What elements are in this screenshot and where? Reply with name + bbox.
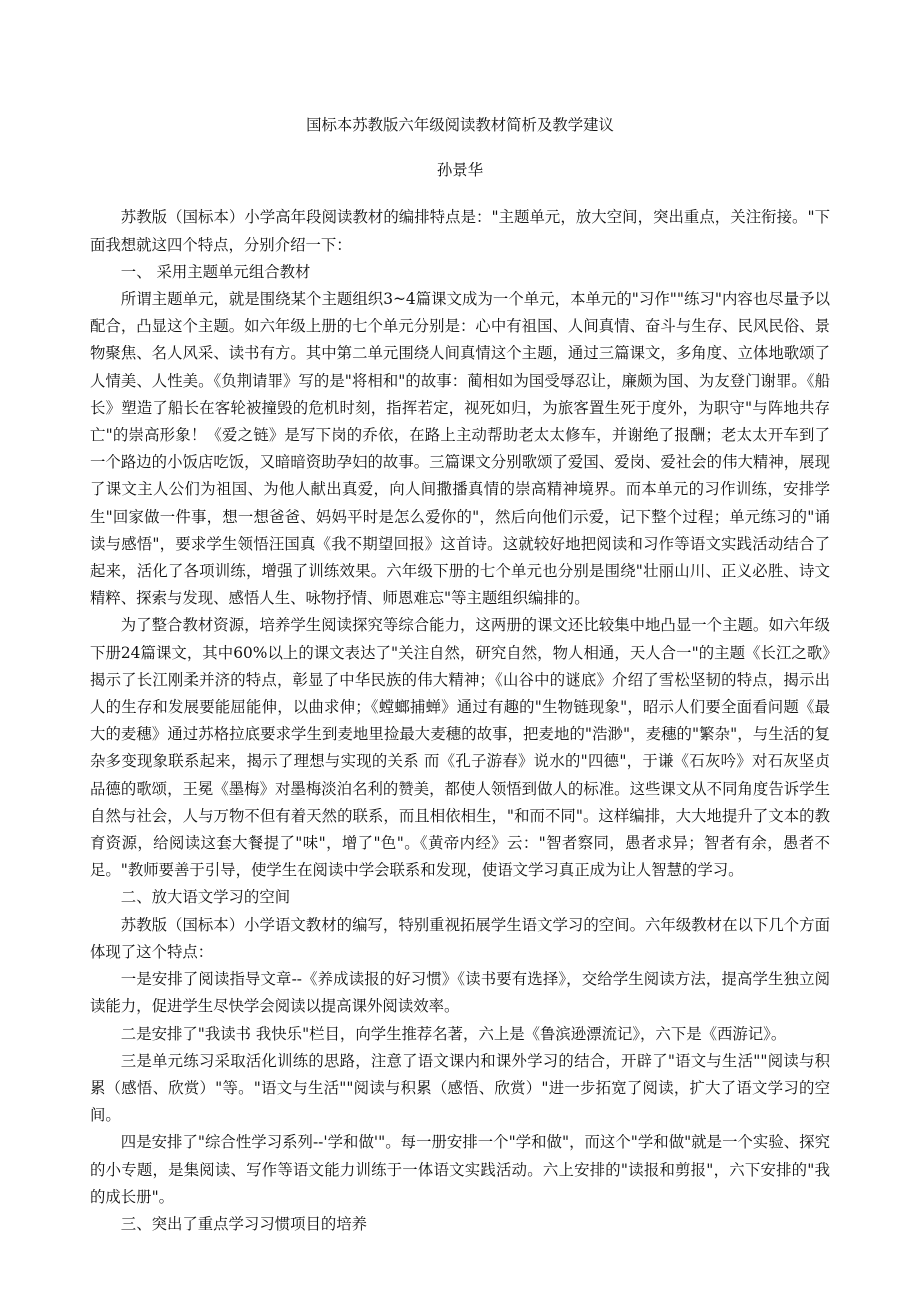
section-heading-1: 一、 采用主题单元组合教材 xyxy=(120,262,311,281)
intro-paragraph: 苏教版（国标本）小学高年段阅读教材的编排特点是："主题单元，放大空间，突出重点，关注衔接。"下面我想就这四个特点，分别介绍一下： xyxy=(90,208,830,254)
section-heading-3: 三、突出了重点学习习惯项目的培养 xyxy=(120,1214,368,1233)
document-author: 孙景华 xyxy=(436,161,484,180)
body-paragraph: 一是安排了阅读指导文章--《养成读报的好习惯》《读书要有选择》，交给学生阅读方法，提高学生独立阅读能力，促进学生尽快学会阅读以提高课外阅读效率。 xyxy=(90,970,830,1016)
body-paragraph: 为了整合教材资源，培养学生阅读探究等综合能力，这两册的课文还比较集中地凸显一个主题。如六年级下册24篇课文，其中60%以上的课文表达了"关注自然，研究自然，物人相通，天人合一"的主题《长江之歌》揭示了长江刚柔并济的特点，彰显了中华民族的伟大精神；《山谷中的谜底》介绍了雪松坚韧的特点，揭示出人的生存和发展要能屈能伸，以曲求伸；《螳螂捕蝉》通过有趣的"生物链现象"，昭示人们要全面看问题《最大的麦穗》通过苏格拉底要求学生到麦地里捡最大麦穗的故事，把麦地的"浩渺"，麦穗的"繁杂"，与生活的复杂多变现象联系起来，揭示了理想与实现的关系 而《孔子游春》说水的"四德"，于谦《石灰吟》对石灰坚贞品德的歌颂，王冕《墨梅》对墨梅淡泊名利的赞美，都使人领悟到做人的标准。这些课文从不同角度告诉学生自然与社会，人与万物不但有着天然的联系，而且相依相生，"和而不同"。这样编排，大大地提升了文本的教育资源，给阅读这套大餐提了"味"，增了"色"。《黄帝内经》云："智者察同，愚者求异；智者有余，愚者不足。"教师要善于引导，使学生在阅读中学会联系和发现，使语文学习真正成为让人智慧的学习。 xyxy=(90,616,830,880)
body-paragraph: 四是安排了"综合性学习系列--'学和做'"。每一册安排一个"学和做"，而这个"学和做"就是一个实验、探究的小专题，是集阅读、写作等语文能力训练于一体语文实践活动。六上安排的"读报和剪报"，六下安排的"我的成长册"。 xyxy=(90,1133,830,1206)
body-paragraph: 苏教版（国标本）小学语文教材的编写，特别重视拓展学生语文学习的空间。六年级教材在以下几个方面体现了这个特点： xyxy=(90,915,830,961)
body-paragraph: 三是单元练习采取活化训练的思路，注意了语文课内和课外学习的结合，开辟了"语文与生活""阅读与积累（感悟、欣赏）"等。"语文与生活""阅读与积累（感悟、欣赏）"进一步拓宽了阅读，扩大了语文学习的空间。 xyxy=(90,1051,830,1125)
body-paragraph: 所谓主题单元，就是围绕某个主题组织3~4篇课文成为一个单元，本单元的"习作""练习"内容也尽量予以配合，凸显这个主题。如六年级上册的七个单元分别是：心中有祖国、人间真情、奋斗与生存、民风民俗、景物聚焦、名人风采、读书有方。其中第二单元围绕人间真情这个主题，通过三篇课文，多角度、立体地歌颂了人情美、人性美。《负荆请罪》写的是"将相和"的故事：蔺相如为国受辱忍让，廉颇为国、为友登门谢罪。《船长》塑造了船长在客轮被撞毁的危机时刻，指挥若定，视死如归，为旅客置生死于度外，为职守"与阵地共存亡"的崇高形象！《爱之链》是写下岗的乔依，在路上主动帮助老太太修车，并谢绝了报酬；老太太开车到了一个路边的小饭店吃饭，又暗暗资助孕妇的故事。三篇课文分别歌颂了爱国、爱岗、爱社会的伟大精神，展现了课文主人公们为祖国、为他人献出真爱，向人间撒播真情的崇高精神境界。而本单元的习作训练，安排学生"回家做一件事，想一想爸爸、妈妈平时是怎么爱你的"，然后向他们示爱，记下整个过程；单元练习的"诵读与感悟"，要求学生领悟汪国真《我不期望回报》这首诗。这就较好地把阅读和习作等语文实践活动结合了起来，活化了各项训练，增强了训练效果。六年级下册的七个单元也分别是围绕"壮丽山川、正义必胜、诗文精粹、探索与发现、感悟人生、咏物抒情、师恩难忘"等主题组织编排的。 xyxy=(90,290,830,608)
section-heading-2: 二、放大语文学习的空间 xyxy=(120,888,291,907)
document-title: 国标本苏教版六年级阅读教材简析及教学建议 xyxy=(306,116,614,134)
body-paragraph: 二是安排了"我读书 我快乐"栏目，向学生推荐名著，六上是《鲁滨逊漂流记》，六下是《西游记》。 xyxy=(120,1024,787,1043)
